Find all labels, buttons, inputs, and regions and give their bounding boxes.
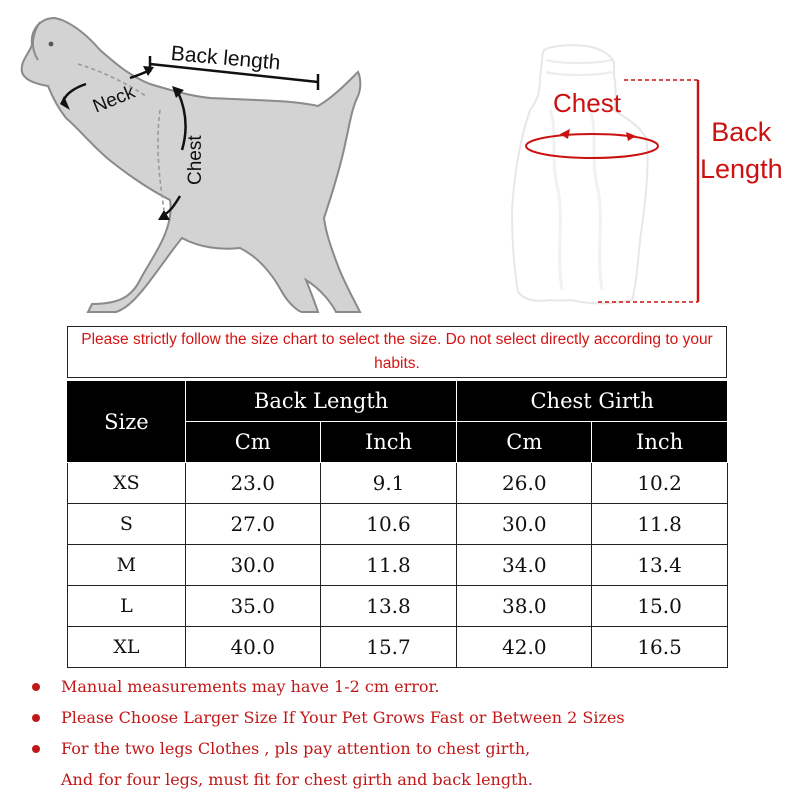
cell-chest-cm: 34.0 xyxy=(457,545,592,586)
cell-chest-inch: 10.2 xyxy=(592,463,728,504)
size-notice-box xyxy=(67,326,727,378)
cell-chest-inch: 13.4 xyxy=(592,545,728,586)
label-back-length-sweater xyxy=(700,114,783,188)
cell-size: L xyxy=(68,586,186,627)
table-row xyxy=(68,586,728,627)
cell-chest-cm: 42.0 xyxy=(457,627,592,668)
list-item xyxy=(30,738,790,769)
header-chest-inch: Inch xyxy=(592,422,728,463)
cell-back-inch: 11.8 xyxy=(320,545,457,586)
cell-back-inch: 10.6 xyxy=(320,504,457,545)
cell-chest-inch: 15.0 xyxy=(592,586,728,627)
note-text: Please Choose Larger Size If Your Pet Grows Fast or Between 2 Sizes xyxy=(61,708,625,727)
cell-back-cm: 40.0 xyxy=(185,627,320,668)
cell-size: XS xyxy=(68,463,186,504)
bullet-dot-icon xyxy=(32,683,40,691)
label-neck: Neck xyxy=(90,81,139,118)
table-row xyxy=(68,627,728,668)
cell-chest-cm: 38.0 xyxy=(457,586,592,627)
cell-size: XL xyxy=(68,627,186,668)
dog-illustration xyxy=(0,0,400,325)
note-text: And for four legs, must fit for chest girth and back length. xyxy=(61,770,533,789)
list-item xyxy=(30,769,790,800)
cell-chest-inch: 16.5 xyxy=(592,627,728,668)
label-chest-dog: Chest xyxy=(185,135,206,185)
list-item xyxy=(30,707,790,738)
header-size: Size xyxy=(68,381,186,463)
label-chest: Chest xyxy=(553,88,621,118)
table-row xyxy=(68,504,728,545)
cell-chest-cm: 30.0 xyxy=(457,504,592,545)
header-back-inch: Inch xyxy=(320,422,457,463)
cell-back-cm: 35.0 xyxy=(185,586,320,627)
size-notice-text: Please strictly follow the size chart to select the size. Do not select directly according to your habits. xyxy=(81,331,713,372)
cell-back-inch: 13.8 xyxy=(320,586,457,627)
label-back-length-line1: Back xyxy=(711,117,772,147)
cell-chest-cm: 26.0 xyxy=(457,463,592,504)
cell-size: M xyxy=(68,545,186,586)
table-row xyxy=(68,463,728,504)
table-row xyxy=(68,545,728,586)
header-back-length: Back Length xyxy=(185,381,457,422)
cell-chest-inch: 11.8 xyxy=(592,504,728,545)
bullet-dot-icon xyxy=(32,745,40,753)
cell-back-cm: 27.0 xyxy=(185,504,320,545)
sweater-illustration xyxy=(400,0,800,325)
label-back-length: Back length xyxy=(169,42,282,75)
cell-size: S xyxy=(68,504,186,545)
cell-back-cm: 30.0 xyxy=(185,545,320,586)
note-text: Manual measurements may have 1-2 cm error. xyxy=(61,677,440,696)
header-chest-cm: Cm xyxy=(457,422,592,463)
size-table xyxy=(67,380,728,668)
notes-list xyxy=(30,676,790,800)
cell-back-inch: 9.1 xyxy=(320,463,457,504)
header-back-cm: Cm xyxy=(185,422,320,463)
label-back-length-line2: Length xyxy=(700,154,783,184)
bullet-dot-icon xyxy=(32,714,40,722)
cell-back-inch: 15.7 xyxy=(320,627,457,668)
list-item xyxy=(30,676,790,707)
note-text: For the two legs Clothes , pls pay attention to chest girth, xyxy=(61,739,531,758)
header-chest-girth: Chest Girth xyxy=(457,381,728,422)
cell-back-cm: 23.0 xyxy=(185,463,320,504)
